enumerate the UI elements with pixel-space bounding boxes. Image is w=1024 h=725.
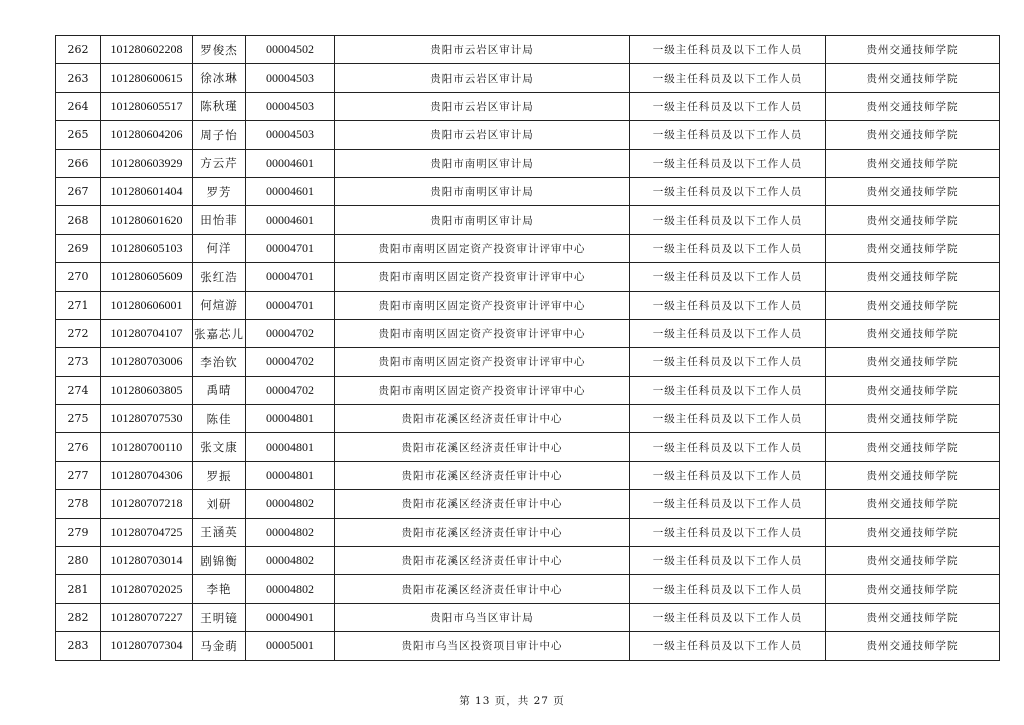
exam-site-cell: 贵州交通技师学院 bbox=[826, 291, 1000, 319]
exam-ticket-cell: 101280600615 bbox=[101, 64, 193, 92]
position-code-cell: 00005001 bbox=[246, 632, 335, 660]
exam-ticket-cell: 101280603929 bbox=[101, 149, 193, 177]
position-title-cell: 一级主任科员及以下工作人员 bbox=[630, 149, 826, 177]
row-number-cell: 262 bbox=[56, 36, 101, 64]
employer-unit-cell: 贵阳市南明区审计局 bbox=[335, 177, 630, 205]
position-title-cell: 一级主任科员及以下工作人员 bbox=[630, 518, 826, 546]
candidate-name-cell: 周子怡 bbox=[193, 121, 246, 149]
table-row bbox=[56, 177, 1000, 205]
employer-unit-cell: 贵阳市花溪区经济责任审计中心 bbox=[335, 575, 630, 603]
candidate-name-cell: 陈秋瑾 bbox=[193, 92, 246, 120]
candidate-name-cell: 陈佳 bbox=[193, 405, 246, 433]
position-title-cell: 一级主任科员及以下工作人员 bbox=[630, 177, 826, 205]
exam-site-cell: 贵州交通技师学院 bbox=[826, 632, 1000, 660]
table-row bbox=[56, 547, 1000, 575]
exam-ticket-cell: 101280606001 bbox=[101, 291, 193, 319]
exam-ticket-cell: 101280602208 bbox=[101, 36, 193, 64]
position-code-cell: 00004503 bbox=[246, 92, 335, 120]
table-row bbox=[56, 348, 1000, 376]
employer-unit-cell: 贵阳市花溪区经济责任审计中心 bbox=[335, 461, 630, 489]
position-title-cell: 一级主任科员及以下工作人员 bbox=[630, 461, 826, 489]
position-code-cell: 00004801 bbox=[246, 433, 335, 461]
exam-site-cell: 贵州交通技师学院 bbox=[826, 206, 1000, 234]
row-number-cell: 265 bbox=[56, 121, 101, 149]
position-code-cell: 00004701 bbox=[246, 234, 335, 262]
employer-unit-cell: 贵阳市云岩区审计局 bbox=[335, 92, 630, 120]
position-code-cell: 00004802 bbox=[246, 490, 335, 518]
candidate-name-cell: 马金萌 bbox=[193, 632, 246, 660]
exam-ticket-cell: 101280707304 bbox=[101, 632, 193, 660]
candidate-name-cell: 李艳 bbox=[193, 575, 246, 603]
row-number-cell: 280 bbox=[56, 547, 101, 575]
exam-ticket-cell: 101280702025 bbox=[101, 575, 193, 603]
row-number-cell: 274 bbox=[56, 376, 101, 404]
position-code-cell: 00004601 bbox=[246, 177, 335, 205]
position-code-cell: 00004601 bbox=[246, 149, 335, 177]
position-title-cell: 一级主任科员及以下工作人员 bbox=[630, 632, 826, 660]
candidate-name-cell: 何煊游 bbox=[193, 291, 246, 319]
employer-unit-cell: 贵阳市花溪区经济责任审计中心 bbox=[335, 405, 630, 433]
position-title-cell: 一级主任科员及以下工作人员 bbox=[630, 319, 826, 347]
candidate-name-cell: 剧锦衡 bbox=[193, 547, 246, 575]
position-code-cell: 00004701 bbox=[246, 291, 335, 319]
employer-unit-cell: 贵阳市南明区审计局 bbox=[335, 149, 630, 177]
table-body bbox=[56, 36, 1000, 661]
table-row bbox=[56, 490, 1000, 518]
position-code-cell: 00004702 bbox=[246, 348, 335, 376]
position-code-cell: 00004901 bbox=[246, 603, 335, 631]
candidate-name-cell: 方云芹 bbox=[193, 149, 246, 177]
position-title-cell: 一级主任科员及以下工作人员 bbox=[630, 348, 826, 376]
position-title-cell: 一级主任科员及以下工作人员 bbox=[630, 64, 826, 92]
exam-site-cell: 贵州交通技师学院 bbox=[826, 263, 1000, 291]
exam-site-cell: 贵州交通技师学院 bbox=[826, 405, 1000, 433]
employer-unit-cell: 贵阳市南明区固定资产投资审计评审中心 bbox=[335, 319, 630, 347]
candidate-table-container bbox=[55, 35, 999, 661]
exam-site-cell: 贵州交通技师学院 bbox=[826, 319, 1000, 347]
position-title-cell: 一级主任科员及以下工作人员 bbox=[630, 234, 826, 262]
table-row bbox=[56, 319, 1000, 347]
exam-site-cell: 贵州交通技师学院 bbox=[826, 547, 1000, 575]
exam-site-cell: 贵州交通技师学院 bbox=[826, 64, 1000, 92]
table-row bbox=[56, 433, 1000, 461]
candidate-name-cell: 张红浩 bbox=[193, 263, 246, 291]
exam-site-cell: 贵州交通技师学院 bbox=[826, 376, 1000, 404]
candidate-name-cell: 罗振 bbox=[193, 461, 246, 489]
exam-ticket-cell: 101280605517 bbox=[101, 92, 193, 120]
candidate-name-cell: 王明镜 bbox=[193, 603, 246, 631]
employer-unit-cell: 贵阳市云岩区审计局 bbox=[335, 121, 630, 149]
employer-unit-cell: 贵阳市南明区固定资产投资审计评审中心 bbox=[335, 234, 630, 262]
employer-unit-cell: 贵阳市南明区固定资产投资审计评审中心 bbox=[335, 263, 630, 291]
exam-site-cell: 贵州交通技师学院 bbox=[826, 490, 1000, 518]
row-number-cell: 275 bbox=[56, 405, 101, 433]
position-title-cell: 一级主任科员及以下工作人员 bbox=[630, 433, 826, 461]
row-number-cell: 272 bbox=[56, 319, 101, 347]
row-number-cell: 281 bbox=[56, 575, 101, 603]
exam-site-cell: 贵州交通技师学院 bbox=[826, 149, 1000, 177]
exam-site-cell: 贵州交通技师学院 bbox=[826, 177, 1000, 205]
employer-unit-cell: 贵阳市花溪区经济责任审计中心 bbox=[335, 518, 630, 546]
candidate-name-cell: 刘研 bbox=[193, 490, 246, 518]
exam-ticket-cell: 101280700110 bbox=[101, 433, 193, 461]
row-number-cell: 264 bbox=[56, 92, 101, 120]
exam-site-cell: 贵州交通技师学院 bbox=[826, 575, 1000, 603]
exam-ticket-cell: 101280704725 bbox=[101, 518, 193, 546]
position-title-cell: 一级主任科员及以下工作人员 bbox=[630, 263, 826, 291]
position-title-cell: 一级主任科员及以下工作人员 bbox=[630, 405, 826, 433]
position-title-cell: 一级主任科员及以下工作人员 bbox=[630, 291, 826, 319]
exam-ticket-cell: 101280707218 bbox=[101, 490, 193, 518]
position-code-cell: 00004503 bbox=[246, 121, 335, 149]
row-number-cell: 282 bbox=[56, 603, 101, 631]
position-code-cell: 00004502 bbox=[246, 36, 335, 64]
exam-ticket-cell: 101280601620 bbox=[101, 206, 193, 234]
position-title-cell: 一级主任科员及以下工作人员 bbox=[630, 376, 826, 404]
table-row bbox=[56, 405, 1000, 433]
row-number-cell: 266 bbox=[56, 149, 101, 177]
position-title-cell: 一级主任科员及以下工作人员 bbox=[630, 121, 826, 149]
candidate-name-cell: 张嘉芯儿 bbox=[193, 319, 246, 347]
row-number-cell: 268 bbox=[56, 206, 101, 234]
candidate-name-cell: 罗俊杰 bbox=[193, 36, 246, 64]
candidate-name-cell: 何洋 bbox=[193, 234, 246, 262]
table-row bbox=[56, 36, 1000, 64]
employer-unit-cell: 贵阳市乌当区审计局 bbox=[335, 603, 630, 631]
exam-site-cell: 贵州交通技师学院 bbox=[826, 518, 1000, 546]
exam-ticket-cell: 101280603805 bbox=[101, 376, 193, 404]
exam-ticket-cell: 101280707530 bbox=[101, 405, 193, 433]
table-row bbox=[56, 234, 1000, 262]
employer-unit-cell: 贵阳市花溪区经济责任审计中心 bbox=[335, 547, 630, 575]
candidate-name-cell: 罗芳 bbox=[193, 177, 246, 205]
exam-ticket-cell: 101280704107 bbox=[101, 319, 193, 347]
position-title-cell: 一级主任科员及以下工作人员 bbox=[630, 92, 826, 120]
row-number-cell: 267 bbox=[56, 177, 101, 205]
exam-site-cell: 贵州交通技师学院 bbox=[826, 603, 1000, 631]
candidate-name-cell: 田怡菲 bbox=[193, 206, 246, 234]
position-title-cell: 一级主任科员及以下工作人员 bbox=[630, 603, 826, 631]
employer-unit-cell: 贵阳市云岩区审计局 bbox=[335, 64, 630, 92]
employer-unit-cell: 贵阳市乌当区投资项目审计中心 bbox=[335, 632, 630, 660]
table-row bbox=[56, 291, 1000, 319]
table-row bbox=[56, 376, 1000, 404]
employer-unit-cell: 贵阳市花溪区经济责任审计中心 bbox=[335, 433, 630, 461]
candidate-name-cell: 徐冰琳 bbox=[193, 64, 246, 92]
table-row bbox=[56, 121, 1000, 149]
position-title-cell: 一级主任科员及以下工作人员 bbox=[630, 490, 826, 518]
exam-ticket-cell: 101280605609 bbox=[101, 263, 193, 291]
row-number-cell: 283 bbox=[56, 632, 101, 660]
exam-site-cell: 贵州交通技师学院 bbox=[826, 36, 1000, 64]
row-number-cell: 271 bbox=[56, 291, 101, 319]
position-title-cell: 一级主任科员及以下工作人员 bbox=[630, 547, 826, 575]
row-number-cell: 269 bbox=[56, 234, 101, 262]
exam-site-cell: 贵州交通技师学院 bbox=[826, 461, 1000, 489]
table-row bbox=[56, 461, 1000, 489]
row-number-cell: 276 bbox=[56, 433, 101, 461]
exam-ticket-cell: 101280605103 bbox=[101, 234, 193, 262]
table-row bbox=[56, 149, 1000, 177]
position-code-cell: 00004702 bbox=[246, 376, 335, 404]
row-number-cell: 270 bbox=[56, 263, 101, 291]
page-footer: 第 13 页，共 27 页 bbox=[459, 695, 565, 707]
exam-site-cell: 贵州交通技师学院 bbox=[826, 92, 1000, 120]
exam-ticket-cell: 101280703014 bbox=[101, 547, 193, 575]
employer-unit-cell: 贵阳市花溪区经济责任审计中心 bbox=[335, 490, 630, 518]
exam-ticket-cell: 101280703006 bbox=[101, 348, 193, 376]
position-code-cell: 00004802 bbox=[246, 547, 335, 575]
table-row bbox=[56, 603, 1000, 631]
exam-site-cell: 贵州交通技师学院 bbox=[826, 234, 1000, 262]
employer-unit-cell: 贵阳市南明区固定资产投资审计评审中心 bbox=[335, 348, 630, 376]
position-title-cell: 一级主任科员及以下工作人员 bbox=[630, 575, 826, 603]
table-row bbox=[56, 64, 1000, 92]
row-number-cell: 279 bbox=[56, 518, 101, 546]
row-number-cell: 263 bbox=[56, 64, 101, 92]
candidate-name-cell: 李治钦 bbox=[193, 348, 246, 376]
table-row bbox=[56, 632, 1000, 660]
position-code-cell: 00004601 bbox=[246, 206, 335, 234]
table-row bbox=[56, 575, 1000, 603]
position-code-cell: 00004702 bbox=[246, 319, 335, 347]
row-number-cell: 278 bbox=[56, 490, 101, 518]
table-row bbox=[56, 92, 1000, 120]
employer-unit-cell: 贵阳市南明区固定资产投资审计评审中心 bbox=[335, 291, 630, 319]
row-number-cell: 273 bbox=[56, 348, 101, 376]
position-code-cell: 00004503 bbox=[246, 64, 335, 92]
table-row bbox=[56, 263, 1000, 291]
exam-ticket-cell: 101280707227 bbox=[101, 603, 193, 631]
candidate-table bbox=[55, 35, 1000, 661]
candidate-name-cell: 王涵英 bbox=[193, 518, 246, 546]
employer-unit-cell: 贵阳市南明区审计局 bbox=[335, 206, 630, 234]
exam-ticket-cell: 101280601404 bbox=[101, 177, 193, 205]
employer-unit-cell: 贵阳市南明区固定资产投资审计评审中心 bbox=[335, 376, 630, 404]
position-code-cell: 00004801 bbox=[246, 461, 335, 489]
position-code-cell: 00004802 bbox=[246, 575, 335, 603]
position-code-cell: 00004801 bbox=[246, 405, 335, 433]
candidate-name-cell: 禹晴 bbox=[193, 376, 246, 404]
employer-unit-cell: 贵阳市云岩区审计局 bbox=[335, 36, 630, 64]
exam-site-cell: 贵州交通技师学院 bbox=[826, 348, 1000, 376]
row-number-cell: 277 bbox=[56, 461, 101, 489]
exam-ticket-cell: 101280604206 bbox=[101, 121, 193, 149]
candidate-name-cell: 张文康 bbox=[193, 433, 246, 461]
position-code-cell: 00004701 bbox=[246, 263, 335, 291]
exam-ticket-cell: 101280704306 bbox=[101, 461, 193, 489]
table-row bbox=[56, 206, 1000, 234]
position-title-cell: 一级主任科员及以下工作人员 bbox=[630, 206, 826, 234]
position-code-cell: 00004802 bbox=[246, 518, 335, 546]
exam-site-cell: 贵州交通技师学院 bbox=[826, 433, 1000, 461]
exam-site-cell: 贵州交通技师学院 bbox=[826, 121, 1000, 149]
table-row bbox=[56, 518, 1000, 546]
position-title-cell: 一级主任科员及以下工作人员 bbox=[630, 36, 826, 64]
